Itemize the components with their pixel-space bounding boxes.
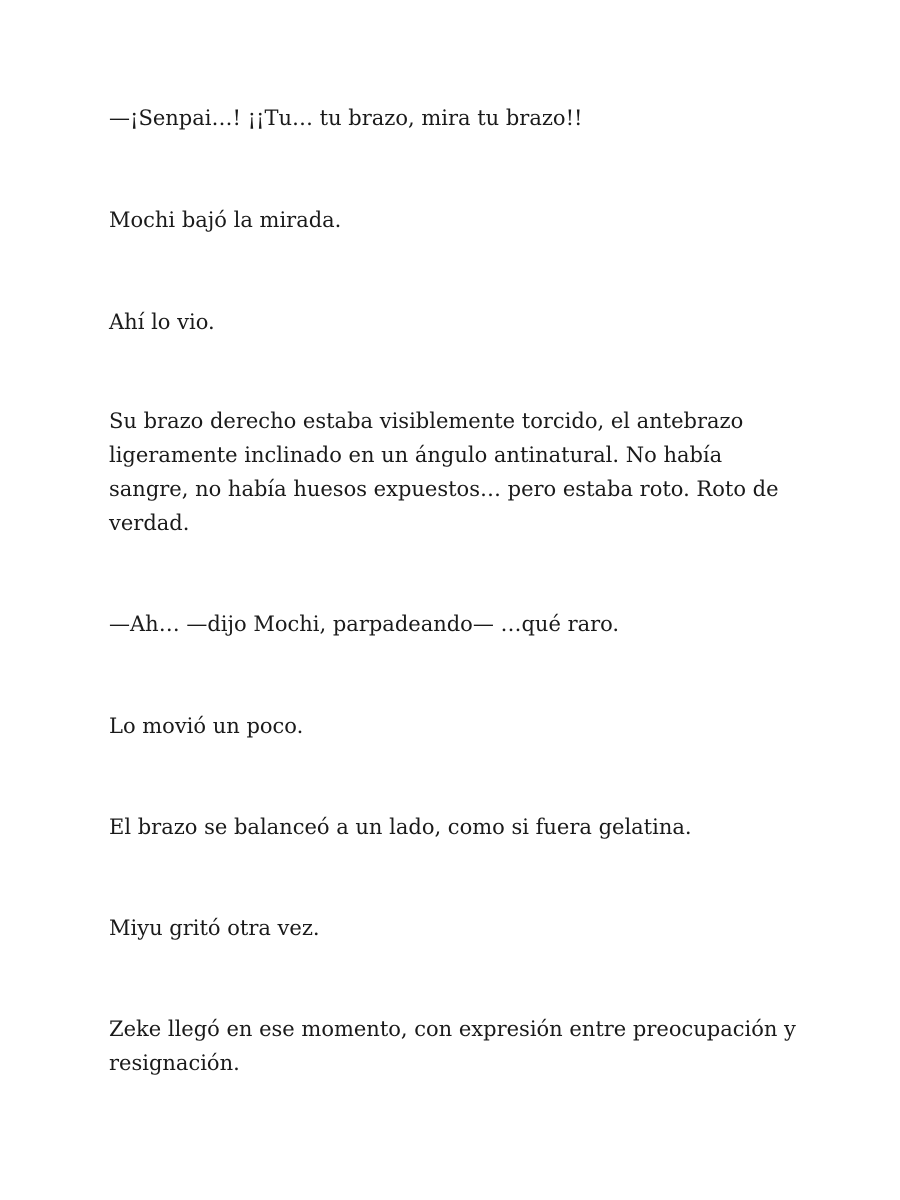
paragraph-saw-it: Ahí lo vio. <box>109 310 215 334</box>
paragraph-dialogue-senpai: —¡Senpai…! ¡¡Tu… tu brazo, mira tu brazo!! <box>109 106 583 130</box>
paragraph-dialogue-mochi: —Ah… —dijo Mochi, parpadeando— …qué raro. <box>109 612 620 636</box>
paragraph-broken-arm: Su brazo derecho estaba visiblemente torcido, el antebrazo ligeramente inclinado en un ángulo antinatural. No había sangre, no había huesos expuestos… pero estaba roto. Roto de verdad. <box>109 409 779 535</box>
paragraph-arm-swayed: El brazo se balanceó a un lado, como si fuera gelatina. <box>109 815 692 839</box>
paragraph-moved-it: Lo movió un poco. <box>109 714 304 738</box>
paragraph-miyu-screamed: Miyu gritó otra vez. <box>109 916 320 940</box>
paragraph-mochi-looks-down: Mochi bajó la mirada. <box>109 208 342 232</box>
paragraph-zeke-arrived: Zeke llegó en ese momento, con expresión entre preocupación y resignación. <box>109 1017 796 1075</box>
